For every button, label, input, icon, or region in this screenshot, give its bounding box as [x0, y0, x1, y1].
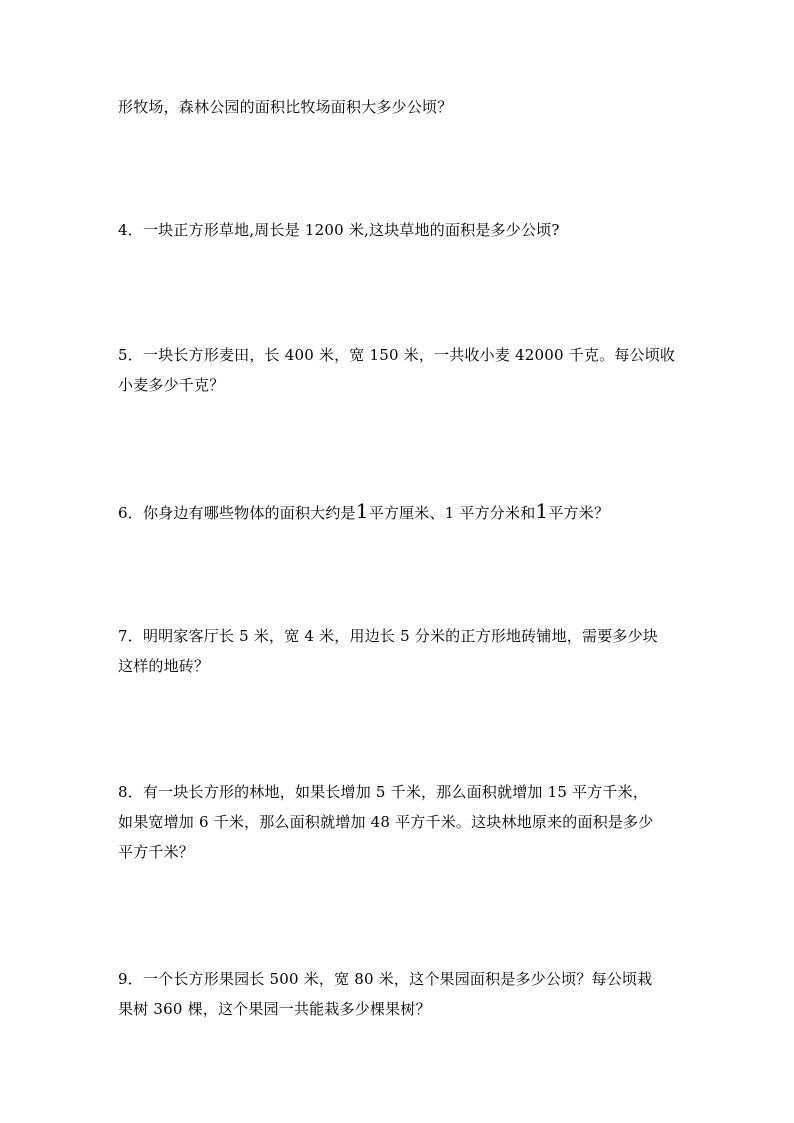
problem-line: 8．有一块长方形的林地，如果长增加 5 千米，那么面积就增加 15 平方千米，: [118, 783, 649, 801]
problem-5: [118, 340, 678, 400]
problem-line: 果树 360 棵，这个果园一共能栽多少棵果树？: [118, 1000, 431, 1018]
problem-number: 1: [355, 499, 369, 523]
problem-line: 如果宽增加 6 千米，那么面积就增加 48 平方千米。这块林地原来的面积是多少: [118, 813, 654, 831]
problem-line: 形牧场，森林公园的面积比牧场面积大多少公顷？: [118, 98, 453, 116]
problem-6: [118, 496, 678, 528]
problem-number: 1: [535, 499, 549, 523]
problem-line: 7．明明家客厅长 5 米，宽 4 米，用边长 5 分米的正方形地砖铺地，需要多少块: [118, 627, 658, 645]
problem-9: [118, 964, 678, 1024]
problem-line: 小麦多少千克？: [118, 376, 225, 394]
problem-7: [118, 621, 678, 681]
problem-line: 5．一块长方形麦田，长 400 米，宽 150 米，一共收小麦 42000 千克。每公顷收: [118, 346, 676, 364]
problem-line: 4．一块正方形草地,周长是 1200 米,这块草地的面积是多少公顷?: [118, 221, 560, 239]
problem-line: 这样的地砖？: [118, 657, 210, 675]
problem-3-continuation: [118, 92, 678, 122]
problem-8: [118, 777, 678, 867]
problem-text: 平方厘米、1 平方分米和: [368, 504, 536, 522]
problem-text: 平方米？: [548, 504, 610, 522]
problem-line: 9．一个长方形果园长 500 米，宽 80 米，这个果园面积是多少公顷？每公顷栽: [118, 970, 653, 988]
problem-4: [118, 215, 678, 245]
problem-line: 平方千米？: [118, 843, 195, 861]
problem-line: [118, 496, 678, 528]
problem-text: 6．你身边有哪些物体的面积大约是: [118, 504, 356, 522]
